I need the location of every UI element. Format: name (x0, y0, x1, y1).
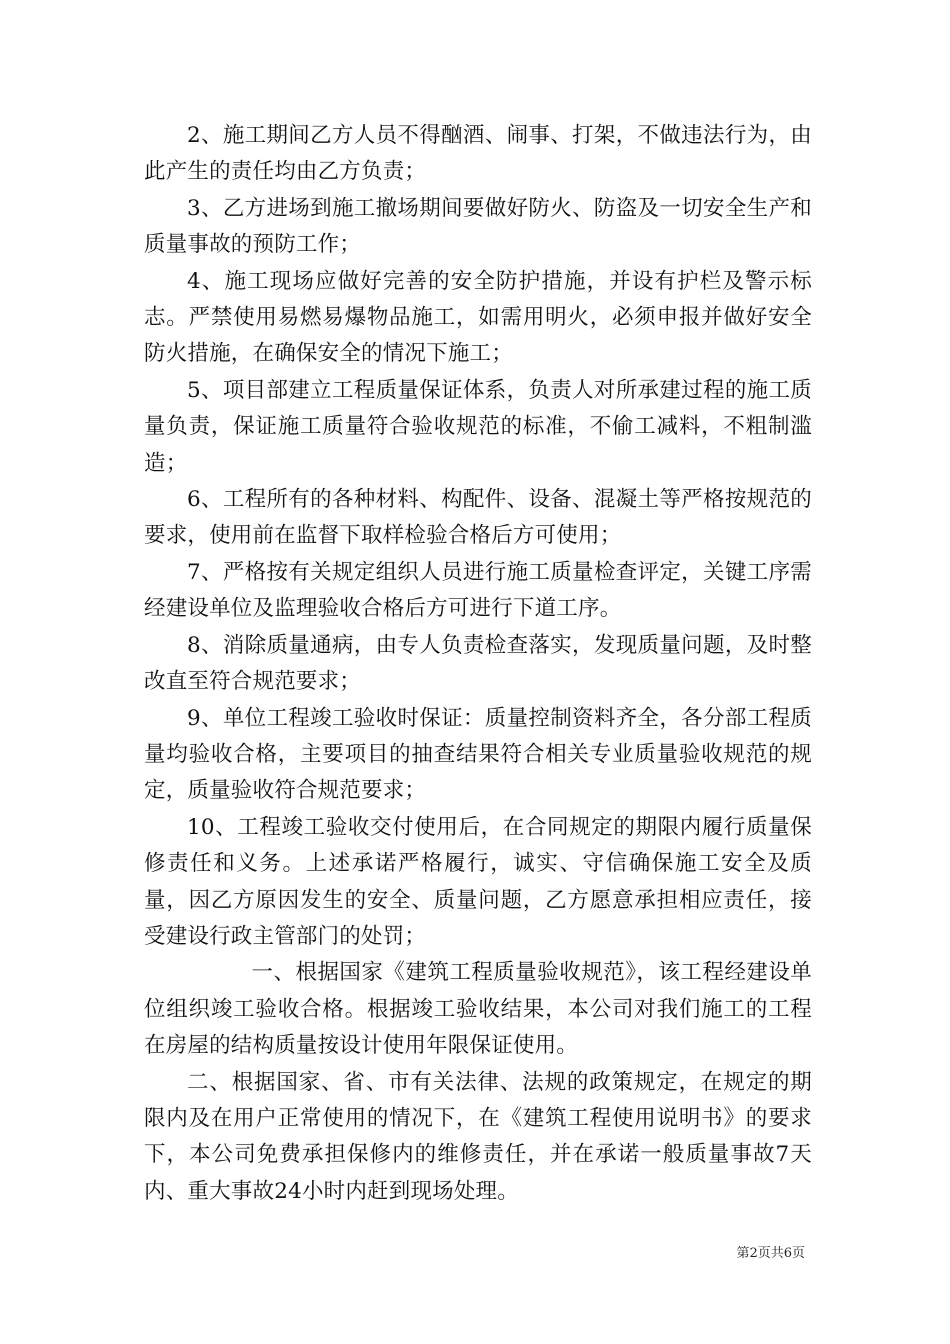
document-body (144, 118, 812, 1210)
clause-8: 8、消除质量通病，由专人负责检查落实，发现质量问题，及时整改直至符合规范要求； (144, 632, 812, 695)
clause-6: 6、工程所有的各种材料、构配件、设备、混凝土等严格按规范的要求，使用前在监督下取样检验合格后方可使用； (144, 487, 812, 549)
clause-10: 10、工程竣工验收交付使用后，在合同规定的期限内履行质量保修责任和义务。上述承诺严格履行，诚实、守信确保施工安全及质量，因乙方原因发生的安全、质量问题，乙方愿意承担相应责任，接受建设行政主管部门的处罚； (144, 814, 812, 949)
clause-5: 5、项目部建立工程质量保证体系，负责人对所承建过程的施工质量负责，保证施工质量符合验收规范的标准，不偷工减料，不粗制滥造； (144, 377, 812, 476)
page-number: 第2页共6页 (736, 1246, 805, 1261)
clause-7: 7、严格按有关规定组织人员进行施工质量检查评定，关键工序需经建设单位及监理验收合格后方可进行下道工序。 (144, 559, 812, 622)
warranty-section-one: 一、根据国家《建筑工程质量验收规范》，该工程经建设单位组织竣工验收合格。根据竣工验收结果，本公司对我们施工的工程在房屋的结构质量按设计使用年限保证使用。 (144, 960, 812, 1059)
clause-4: 4、施工现场应做好完善的安全防护措施，并设有护栏及警示标志。严禁使用易燃易爆物品施工，如需用明火，必须申报并做好安全防火措施，在确保安全的情况下施工； (144, 268, 812, 367)
clause-9: 9、单位工程竣工验收时保证：质量控制资料齐全，各分部工程质量均验收合格，主要项目的抽查结果符合相关专业质量验收规范的规定，质量验收符合规范要求； (144, 705, 812, 804)
warranty-section-two: 二、根据国家、省、市有关法律、法规的政策规定，在规定的期限内及在用户正常使用的情况下，在《建筑工程使用说明书》的要求下，本公司免费承担保修内的维修责任，并在承诺一般质量事故7天内、重大事故24小时内赶到现场处理。 (144, 1069, 812, 1204)
clause-3: 3、乙方进场到施工撤场期间要做好防火、防盗及一切安全生产和质量事故的预防工作； (144, 195, 812, 258)
clause-2: 2、施工期间乙方人员不得酗酒、闹事、打架，不做违法行为，由此产生的责任均由乙方负责； (144, 123, 812, 185)
